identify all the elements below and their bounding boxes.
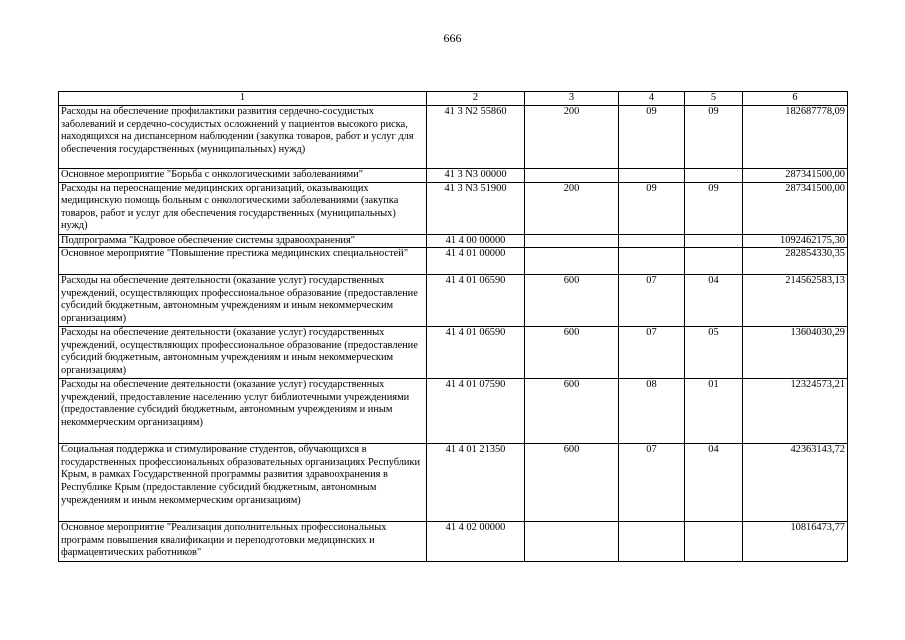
row-subsection: 01 xyxy=(685,379,743,444)
table-row xyxy=(59,327,848,379)
row-section xyxy=(619,234,685,248)
column-header: 5 xyxy=(685,92,743,106)
row-expense-type xyxy=(525,248,619,275)
row-subsection xyxy=(685,248,743,275)
row-description: Подпрограмма "Кадровое обеспечение системы здравоохранения" xyxy=(59,234,427,248)
budget-table xyxy=(58,91,848,562)
column-header: 1 xyxy=(59,92,427,106)
row-amount: 287341500,00 xyxy=(743,182,848,234)
row-subsection: 09 xyxy=(685,182,743,234)
row-amount: 13604030,29 xyxy=(743,327,848,379)
row-description: Основное мероприятие "Повышение престижа медицинских специальностей" xyxy=(59,248,427,275)
row-code: 41 3 N2 55860 xyxy=(427,106,525,169)
row-description: Расходы на обеспечение профилактики развития сердечно-сосудистых заболеваний и сердечно-сосудистых осложнений у пациентов высокого риска, находящихся на диспансерном наблюдении (закупка товаров, работ и услуг для обеспечения государственных (муниципальных) нужд) xyxy=(59,106,427,169)
row-amount: 182687778,09 xyxy=(743,106,848,169)
row-amount: 1092462175,30 xyxy=(743,234,848,248)
page-number: 666 xyxy=(443,31,462,45)
row-section: 07 xyxy=(619,275,685,327)
row-expense-type xyxy=(525,169,619,183)
row-amount: 287341500,00 xyxy=(743,169,848,183)
table-row xyxy=(59,169,848,183)
row-code: 41 4 01 07590 xyxy=(427,379,525,444)
row-description: Расходы на обеспечение деятельности (оказание услуг) государственных учреждений, осуществляющих профессиональное образование (предоставление субсидий бюджетным, автономным учреждениям и иным некоммерческим организациям) xyxy=(59,327,427,379)
row-subsection xyxy=(685,169,743,183)
table-row xyxy=(59,379,848,444)
row-amount: 214562583,13 xyxy=(743,275,848,327)
table-row xyxy=(59,522,848,562)
column-header: 2 xyxy=(427,92,525,106)
row-code: 41 4 01 21350 xyxy=(427,444,525,522)
row-description: Основное мероприятие "Борьба с онкологическими заболеваниями" xyxy=(59,169,427,183)
row-subsection: 04 xyxy=(685,275,743,327)
row-amount: 282854330,35 xyxy=(743,248,848,275)
row-amount: 42363143,72 xyxy=(743,444,848,522)
table-row xyxy=(59,444,848,522)
row-code: 41 4 01 00000 xyxy=(427,248,525,275)
table-row xyxy=(59,234,848,248)
row-section: 09 xyxy=(619,106,685,169)
column-header: 3 xyxy=(525,92,619,106)
column-header: 4 xyxy=(619,92,685,106)
table-row xyxy=(59,275,848,327)
row-code: 41 4 00 00000 xyxy=(427,234,525,248)
row-description: Расходы на обеспечение деятельности (оказание услуг) государственных учреждений, осуществляющих профессиональное образование (предоставление субсидий бюджетным, автономным учреждениям и иным некоммерческим организациям) xyxy=(59,275,427,327)
row-description: Расходы на переоснащение медицинских организаций, оказывающих медицинскую помощь больным с онкологическими заболеваниями (закупка товаров, работ и услуг для обеспечения государственных (муниципальных) нужд) xyxy=(59,182,427,234)
row-section: 07 xyxy=(619,327,685,379)
row-code: 41 3 N3 00000 xyxy=(427,169,525,183)
row-amount: 10816473,77 xyxy=(743,522,848,562)
row-amount: 12324573,21 xyxy=(743,379,848,444)
row-expense-type: 600 xyxy=(525,379,619,444)
row-expense-type xyxy=(525,522,619,562)
row-description: Основное мероприятие "Реализация дополнительных профессиональных программ повышения квалификации и переподготовки медицинских и фармацевтических работников" xyxy=(59,522,427,562)
row-expense-type: 600 xyxy=(525,275,619,327)
row-section: 08 xyxy=(619,379,685,444)
row-code: 41 4 01 06590 xyxy=(427,275,525,327)
row-subsection: 05 xyxy=(685,327,743,379)
table-header-row xyxy=(59,92,848,106)
row-section: 07 xyxy=(619,444,685,522)
row-description: Расходы на обеспечение деятельности (оказание услуг) государственных учреждений, предоставление населению услуг библиотечными учреждениями (предоставление субсидий бюджетным, автономным учреждениям и иным некоммерческим организациям) xyxy=(59,379,427,444)
row-expense-type: 600 xyxy=(525,327,619,379)
row-description: Социальная поддержка и стимулирование студентов, обучающихся в государственных профессиональных образовательных организациях Республики Крым, в рамках Государственной программы развития здравоохранения в Республике Крым (предоставление субсидий бюджетным, автономным учреждениям и иным некоммерческим организациям) xyxy=(59,444,427,522)
row-expense-type: 200 xyxy=(525,106,619,169)
row-subsection xyxy=(685,522,743,562)
row-section xyxy=(619,248,685,275)
row-subsection xyxy=(685,234,743,248)
row-section xyxy=(619,169,685,183)
row-expense-type xyxy=(525,234,619,248)
row-subsection: 09 xyxy=(685,106,743,169)
row-expense-type: 600 xyxy=(525,444,619,522)
row-subsection: 04 xyxy=(685,444,743,522)
row-expense-type: 200 xyxy=(525,182,619,234)
row-code: 41 3 N3 51900 xyxy=(427,182,525,234)
row-code: 41 4 01 06590 xyxy=(427,327,525,379)
row-section: 09 xyxy=(619,182,685,234)
row-code: 41 4 02 00000 xyxy=(427,522,525,562)
column-header: 6 xyxy=(743,92,848,106)
table-row xyxy=(59,248,848,275)
table-row xyxy=(59,106,848,169)
row-section xyxy=(619,522,685,562)
table-row xyxy=(59,182,848,234)
